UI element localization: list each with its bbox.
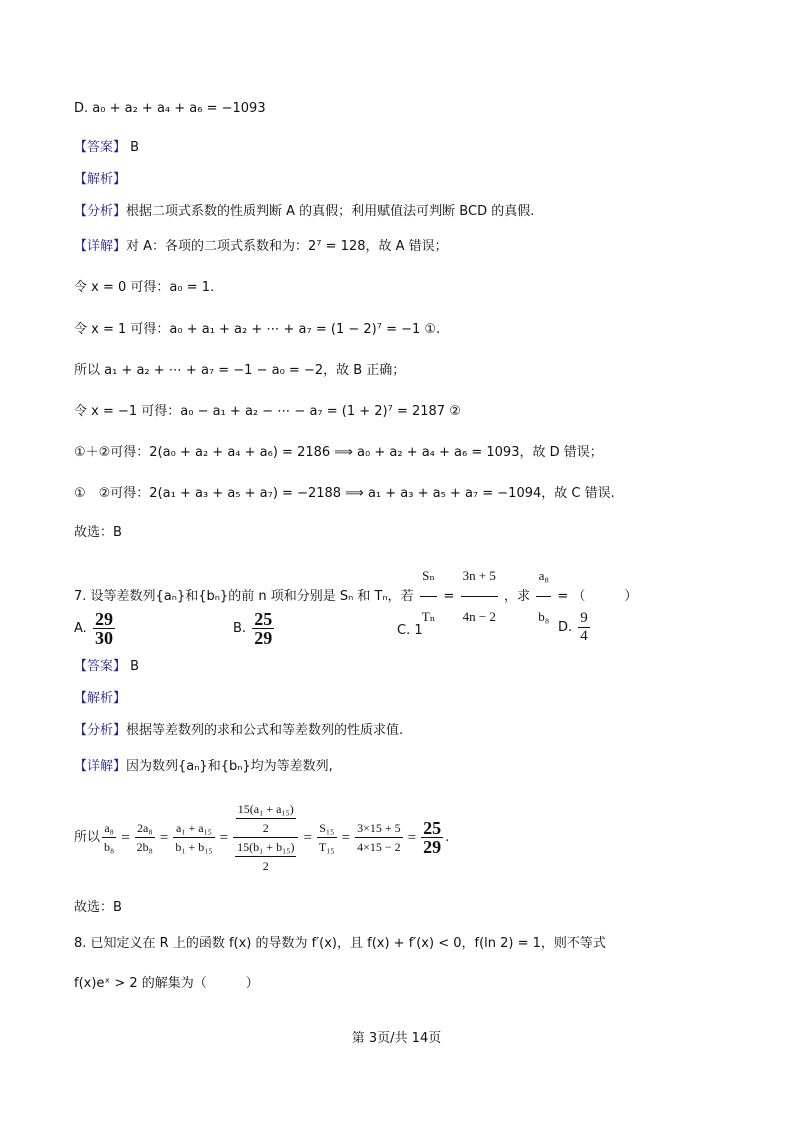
question-8-line-1: 8. 已知定义在 R 上的函数 f(x) 的导数为 f′(x)，且 f(x) + f′(x) < 0，f(ln 2) = 1，则不等式 xyxy=(74,936,606,951)
analysis-heading-2: 【解析】 xyxy=(74,691,127,706)
option-b: B. $\frac{25}{29}$ xyxy=(233,609,273,648)
answer-label-2 xyxy=(74,658,139,676)
deriv-frac-4: $\frac{\frac{\text{15(a₁ + a₁₅)}}{2}}{\frac{\text{15(b₁ + b₁₅)}}{2}}$ xyxy=(233,800,298,875)
xiangjie-text: 对 A：各项的二项式系数和为：2⁷ = 128，故 A 错误； xyxy=(126,239,448,254)
deriv-frac-1: $\frac{\text{a₈}}{\text{b₈}}$ xyxy=(104,821,115,854)
suoyi-label: 所以 xyxy=(74,829,101,845)
question-7 xyxy=(74,556,637,637)
solution-step-3: 所以 a₁ + a₂ + ⋯ + a₇ = −1 − a₀ = −2，故 B 正确； xyxy=(74,363,406,378)
xiangjie-tag-2: 【详解】 xyxy=(74,759,127,774)
xiangjie-text-2: 因为数列{aₙ}和{bₙ}均为等差数列, xyxy=(126,759,333,774)
answer-label xyxy=(74,139,139,157)
deriv-frac-7: $\frac{25}{29}$ xyxy=(423,818,442,857)
q7-text-b: ，求 xyxy=(504,589,531,604)
choose-line-2: 故选：B xyxy=(74,900,122,915)
option-d-q7: D. $\frac{9}{4}$ xyxy=(558,610,588,644)
q7-frac-s-over-t: $\frac{\text{Sₙ}}{\text{Tₙ}}$ xyxy=(420,556,438,637)
q7-text-c: = （ ） xyxy=(557,589,638,604)
deriv-frac-3: $\frac{\text{a₁ + a₁₅}}{\text{b₁ + b₁₅}}$ xyxy=(175,821,213,854)
fenxi-text-2: 根据等差数列的求和公式和等差数列的性质求值. xyxy=(126,723,404,738)
solution-step-6: ① ②可得：2(a₁ + a₃ + a₅ + a₇) = −2188 ⟹ a₁ + a₃ + a₅ + a₇ = −1094，故 C 错误. xyxy=(74,486,615,501)
deriv-frac-5: $\frac{\text{S₁₅}}{\text{T₁₅}}$ xyxy=(318,821,335,854)
answer-tag-2: 【答案】 xyxy=(74,659,127,674)
choose-line-1: 故选：B xyxy=(74,525,122,540)
solution-step-2: 令 x = 1 可得：a₀ + a₁ + a₂ + ⋯ + a₇ = (1 − 2)⁷ = −1 ①. xyxy=(74,322,441,337)
option-c: C. 1 xyxy=(397,623,423,638)
xiangjie-line-2 xyxy=(74,758,333,776)
page-footer: 第 3页/共 14页 xyxy=(351,1031,442,1046)
q7-frac-ratio: $\frac{3n + 5}{4n - 2}$ xyxy=(461,556,498,637)
solution-step-5: ①＋②可得：2(a₀ + a₂ + a₄ + a₆) = 2186 ⟹ a₀ + a₂ + a₄ + a₆ = 1093，故 D 错误； xyxy=(74,445,603,460)
solution-step-1: 令 x = 0 可得：a₀ = 1. xyxy=(74,280,215,295)
answer-value-2: B xyxy=(130,659,140,674)
question-8-line-2: f(x)eˣ > 2 的解集为（ ） xyxy=(74,976,259,991)
q7-text-a: 7. 设等差数列{aₙ}和{bₙ}的前 n 项和分别是 Sₙ 和 Tₙ，若 xyxy=(74,589,414,604)
xiangjie-tag: 【详解】 xyxy=(74,239,127,254)
fenxi-tag: 【分析】 xyxy=(74,204,127,219)
answer-value: B xyxy=(130,140,140,155)
fenxi-line xyxy=(74,203,534,221)
deriv-frac-2: $\frac{\text{2a₈}}{\text{2b₈}}$ xyxy=(136,821,153,854)
solution-step-4: 令 x = −1 可得：a₀ − a₁ + a₂ − ⋯ − a₇ = (1 + 2)⁷ = 2187 ② xyxy=(74,404,461,419)
q7-frac-a8-b8: $\frac{\text{a₈}}{\text{b₈}}$ xyxy=(536,556,551,637)
analysis-heading: 【解析】 xyxy=(74,172,127,187)
derivation: 所以 $\frac{\text{a₈}}{\text{b₈}}$ = $\frac{\text{2a₈}}{\text{2b₈}}$ = $\frac{\text{a₁ + a₁₅}}{\text{b₁ + b₁₅}}$ = $\frac{\frac{\text{15(a₁ + a₁₅)}}{2}}{\frac{\text{15(b₁ + b₁₅)}}{2}}$ = $\frac{\text{S₁₅}}{\text{T₁₅}}$ = $\frac{3\times 15 + 5}{4\times 15 - 2}$ = $\frac{25}{29}$ . xyxy=(74,802,450,873)
fenxi-text: 根据二项式系数的性质判断 A 的真假；利用赋值法可判断 BCD 的真假. xyxy=(126,204,535,219)
deriv-frac-6: $\frac{3\times 15 + 5}{4\times 15 - 2}$ xyxy=(357,821,401,854)
answer-tag: 【答案】 xyxy=(74,140,127,155)
option-d: D. a₀ + a₂ + a₄ + a₆ = −1093 xyxy=(74,101,266,116)
fenxi-line-2 xyxy=(74,722,403,740)
option-a: A. $\frac{29}{30}$ xyxy=(74,609,113,648)
xiangjie-line xyxy=(74,238,448,256)
q7-eq: = xyxy=(443,589,455,604)
option-b-fraction: $\frac{25}{29}$ xyxy=(254,609,273,648)
option-a-fraction: $\frac{29}{30}$ xyxy=(94,609,113,648)
fenxi-tag-2: 【分析】 xyxy=(74,723,127,738)
option-d-fraction: $\frac{9}{4}$ xyxy=(580,610,588,644)
